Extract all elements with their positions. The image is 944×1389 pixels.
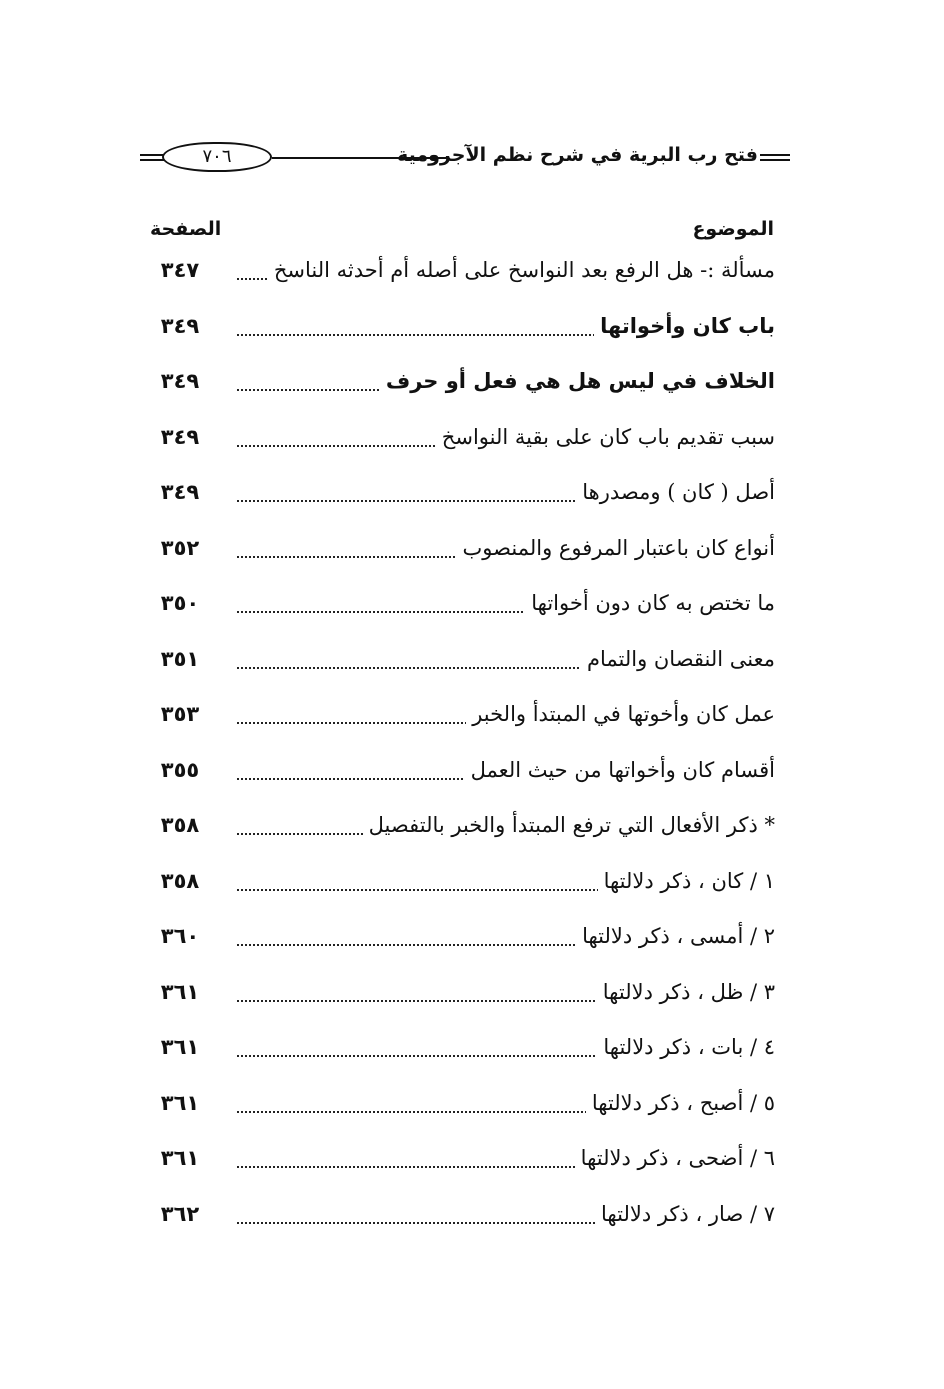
- toc-entry: [145, 972, 775, 1028]
- toc-list: [145, 250, 775, 1249]
- page-number: ٧٠٦: [162, 142, 272, 172]
- toc-entry: [145, 306, 775, 362]
- toc-entry: [145, 361, 775, 417]
- entry-topic: ٤ / بات ، ذكر دلالتها: [597, 1035, 775, 1059]
- entry-topic: ٧ / صار ، ذكر دلالتها: [595, 1202, 775, 1226]
- entry-topic: الخلاف في ليس هل هي فعل أو حرف: [380, 369, 775, 393]
- toc-entry: [145, 750, 775, 806]
- entry-topic: ما تختص به كان دون أخواتها: [525, 591, 775, 615]
- topic-column-header: الموضوع: [692, 218, 774, 240]
- toc-entry: [145, 417, 775, 473]
- entry-page: ٣٥١: [160, 646, 200, 671]
- toc-entry: [145, 1194, 775, 1250]
- header-title: فتح رب البرية في شرح نظم الآجرومية: [397, 144, 758, 166]
- toc-entry: [145, 583, 775, 639]
- toc-entry: [145, 528, 775, 584]
- toc-entry: [145, 1083, 775, 1139]
- entry-topic: ٢ / أمسى ، ذكر دلالتها: [576, 924, 775, 948]
- entry-page: ٣٤٧: [160, 258, 200, 282]
- toc-entry: [145, 472, 775, 528]
- entry-page: ٣٦١: [160, 1035, 200, 1059]
- toc-entry: [145, 805, 775, 861]
- header-rule-right: [760, 154, 790, 161]
- entry-page: ٣٥٠: [160, 591, 200, 615]
- entry-page: ٣٥٣: [160, 702, 200, 726]
- entry-topic: ٥ / أصبح ، ذكر دلالتها: [586, 1091, 775, 1115]
- entry-topic: ١ / كان ، ذكر دلالتها: [598, 869, 775, 893]
- toc-entry: [145, 639, 775, 695]
- entry-topic: عمل كان وأخوتها في المبتدأ والخبر: [466, 702, 775, 726]
- entry-page: ٣٥٥: [160, 757, 200, 782]
- entry-topic: أصل ( كان ) ومصدرها: [576, 480, 775, 504]
- entry-page: ٣٦١: [160, 979, 200, 1004]
- header-rule-middle: [272, 157, 447, 159]
- entry-page: ٣٦١: [160, 1090, 200, 1115]
- toc-entry: [145, 916, 775, 972]
- entry-page: ٣٤٩: [160, 480, 200, 504]
- header-rule-left: [140, 154, 164, 161]
- running-header: [140, 138, 790, 184]
- entry-page: ٣٦٢: [160, 1201, 200, 1226]
- entry-topic: سبب تقديم باب كان على بقية النواسخ: [436, 425, 775, 449]
- entry-topic: ٦ / أضحى ، ذكر دلالتها: [575, 1146, 775, 1170]
- toc-entry: [145, 250, 775, 306]
- toc-entry: [145, 861, 775, 917]
- entry-page: ٣٦١: [160, 1146, 200, 1170]
- entry-topic: مسألة :- هل الرفع بعد النواسخ على أصله أم أحدثه الناسخ: [268, 258, 775, 282]
- entry-page: ٣٥٨: [160, 813, 200, 837]
- entry-topic: معنى النقصان والتمام: [581, 647, 775, 671]
- page-column-header: الصفحة: [150, 218, 222, 240]
- entry-topic: باب كان وأخواتها: [594, 314, 775, 338]
- entry-page: ٣٤٩: [160, 313, 200, 338]
- entry-topic: أنواع كان باعتبار المرفوع والمنصوب: [457, 536, 775, 560]
- entry-page: ٣٥٢: [160, 535, 200, 560]
- entry-page: ٣٦٠: [160, 924, 200, 948]
- toc-entry: [145, 1138, 775, 1194]
- toc-entry: [145, 1027, 775, 1083]
- entry-topic: أقسام كان وأخواتها من حيث العمل: [465, 758, 775, 782]
- entry-page: ٣٤٩: [160, 424, 200, 449]
- entry-page: ٣٥٨: [160, 868, 200, 893]
- toc-entry: [145, 694, 775, 750]
- entry-topic: * ذكر الأفعال التي ترفع المبتدأ والخبر بالتفصيل: [363, 813, 775, 837]
- entry-page: ٣٤٩: [160, 369, 200, 393]
- entry-topic: ٣ / ظل ، ذكر دلالتها: [597, 980, 775, 1004]
